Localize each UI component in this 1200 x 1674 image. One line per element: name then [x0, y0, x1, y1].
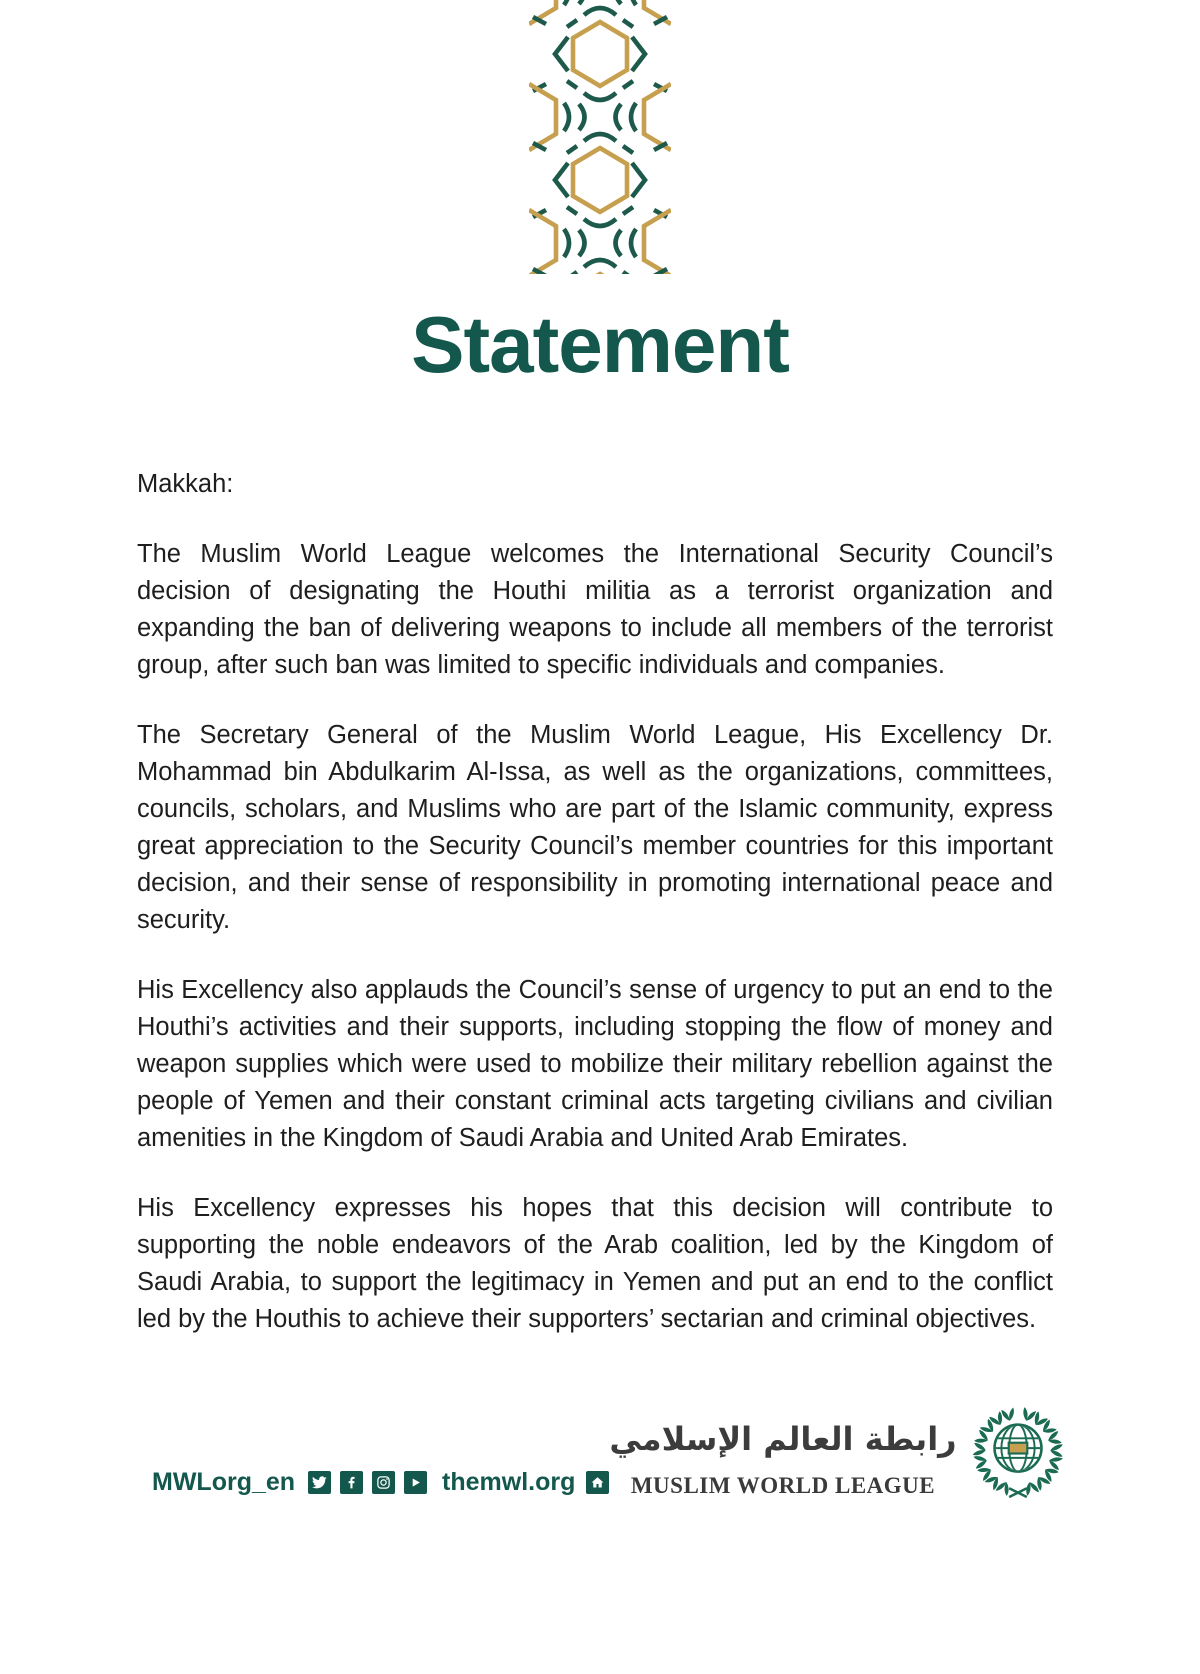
- statement-body: [137, 466, 1053, 1338]
- mwl-emblem-globe-wreath-icon: [969, 1407, 1067, 1499]
- facebook-icon[interactable]: [340, 1471, 363, 1494]
- youtube-icon[interactable]: [404, 1471, 427, 1494]
- organization-names: [609, 1410, 956, 1499]
- home-icon[interactable]: [586, 1471, 609, 1494]
- body-paragraph-location: Makkah:: [137, 470, 234, 498]
- page-title: Statement: [411, 300, 789, 389]
- twitter-icon[interactable]: [308, 1471, 331, 1494]
- organization-arabic-calligraphy: رابطة العالم الإسلامي: [609, 1420, 957, 1458]
- islamic-pattern-ornament: [529, 0, 671, 274]
- social-bar: [152, 1468, 609, 1497]
- organization-english-name: MUSLIM WORLD LEAGUE: [630, 1473, 936, 1498]
- instagram-icon[interactable]: [372, 1471, 395, 1494]
- footer: [0, 1404, 1200, 1499]
- body-paragraph: His Excellency also applauds the Council’s sense of urgency to put an end to the Houthi’s activities and their supports, including stopping the flow of money and weapon supplies which were used to mobilize their military rebellion against the people of Yemen and their constant criminal acts targeting civilians and civilian amenities in the Kingdom of Saudi Arabia and United Arab Emirates.: [137, 976, 1053, 1152]
- body-paragraph: The Secretary General of the Muslim World League, His Excellency Dr. Mohammad bin Abdulkarim Al-Issa, as well as the organizations, committees, councils, scholars, and Muslims who are part of the Islamic community, express great appreciation to the Security Council’s member countries for this important decision, and their sense of responsibility in promoting international peace and security.: [137, 721, 1053, 934]
- body-paragraph: His Excellency expresses his hopes that this decision will contribute to supporting the noble endeavors of the Arab coalition, led by the Kingdom of Saudi Arabia, to support the legitimacy in Yemen and put an end to the conflict led by the Houthis to achieve their supporters’ sectarian and criminal objectives.: [137, 1194, 1053, 1333]
- website-label: themwl.org: [442, 1468, 576, 1496]
- organization-logo: [609, 1407, 1066, 1499]
- body-paragraph: The Muslim World League welcomes the International Security Council’s decision of designating the Houthi militia as a terrorist organization and expanding the ban of delivering weapons to include all members of the terrorist group, after such ban was limited to specific individuals and companies.: [137, 540, 1053, 679]
- social-handle: MWLorg_en: [152, 1468, 296, 1496]
